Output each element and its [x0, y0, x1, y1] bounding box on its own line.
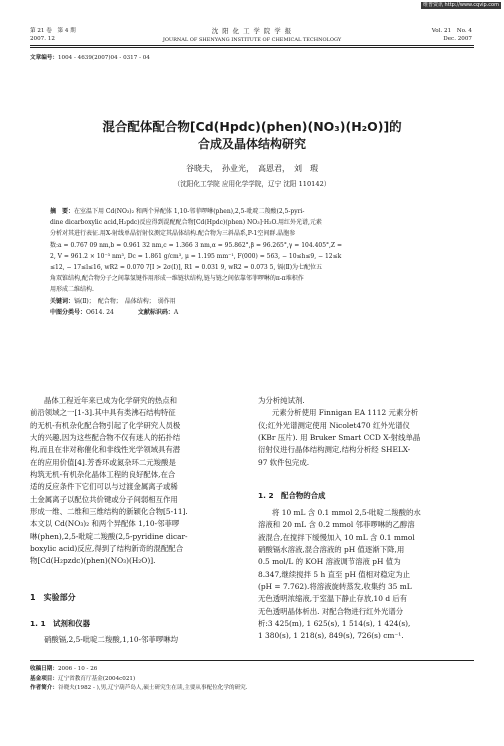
abstract-line: 2, V = 961.2 × 10⁻³ nm³, Dc = 1.861 g/cm³, μ = 1.195 mm⁻¹, F(000) = 563, − 10≤h≤9, − 12≤k [50, 252, 342, 260]
body-line: 大的兴趣,因为这些配合物不仅有迷人的拓扑结 [30, 433, 181, 443]
body-line: 啉(phen),2,5-吡啶二羧酸(2,5-pyridine dicar- [30, 531, 188, 541]
affiliation: （沈阳化工学院 应用化学学院，辽宁 沈阳 110142） [173, 180, 331, 188]
authors: 谷晓夫， 孙业光， 高恩君， 刘 瑕 [186, 164, 318, 173]
body-line: 衍射仪进行晶体结构测定,结构分析经 SHELX- [258, 445, 411, 455]
keywords-text: 镉(Ⅱ)； 配合物； 晶体结构； 弱作用 [74, 297, 176, 305]
article-number-value: 1004 - 4639(2007)04 - 0317 - 04 [57, 55, 150, 61]
abstract-line: 角双锥结构,配合物分子之间靠氢键作用形成一维链状结构,链与链之间依靠邻菲啰啉的π-π堆积作 [50, 275, 304, 283]
abstract-line: ≤12, − 17≤l≤16, wR2 = 0.070 7[I > 2σ(I)], R1 = 0.031 9, wR2 = 0.073 5, 镉(Ⅱ)为七配位五 [50, 264, 323, 272]
author-bio-text: 谷晓夫(1982 - ),男,辽宁葫芦岛人,硕士研究生在读,主要从事配位化学的研究. [57, 685, 248, 691]
body-line: 的无机-有机杂化配合物引起了化学研究人员极 [30, 420, 181, 430]
body-line: 液混合,在搅拌下缓慢加入 10 mL 含 0.1 mmol [258, 532, 415, 542]
body-line: 0.5 mol/L 的 KOH 溶液调节溶液 pH 值为 [258, 557, 401, 567]
author-bio-label: 作者简介： [30, 685, 58, 691]
fund-label: 基金项目： [30, 675, 58, 682]
abstract [50, 206, 460, 318]
body-line: 构,而且在非对称催化和非线性光学领域具有潜 [30, 445, 181, 455]
body-line: 前沿领域之一[1-3].其中具有类沸石结构特征 [30, 408, 176, 418]
clc-label: 中图分类号： [50, 308, 87, 316]
section-heading-1-2: 1. 2 配合物的合成 [258, 491, 326, 500]
section-1-1-text [30, 634, 243, 646]
left-column [30, 395, 243, 568]
footnote [30, 665, 248, 694]
body-line: 为分析纯试剂. [258, 396, 305, 405]
body-line: 1 380(s), 1 218(s), 849(s), 726(s) cm⁻¹. [258, 631, 404, 641]
body-line: 在的应用价值[4].芳香环或氮杂环二元羧酸是 [30, 457, 176, 467]
doc-code-label: 文献标识码： [137, 308, 174, 316]
section-heading-1-1: 1. 1 试剂和仪器 [30, 619, 91, 628]
volume-issue-right: Vol. 21 No. 4 [431, 28, 472, 34]
body-line: 无色透明晶体析出. 对配合物进行红外光谱分 [258, 606, 404, 616]
body-line: (pH = 7.762).将溶液旋转蒸发,收集约 35 mL [258, 582, 412, 592]
body-line: 元素分析使用 Finnigan EA 1112 元素分析 [272, 408, 419, 418]
journal-title-cn: 沈 阳 化 工 学 院 学 报 [211, 27, 293, 35]
date-left: 2007. 12 [30, 36, 55, 42]
body-line: 析:3 425(m), 1 625(s), 1 514(s), 1 424(s), [258, 619, 411, 629]
body-line: 硝酸镉,2,5-吡啶二羧酸,1,10-邻菲啰啉均 [44, 635, 178, 644]
body-line: 物[Cd(H₂pzdc)(phen)(NO₃)(H₂O)]. [30, 556, 156, 566]
clc-value: O614. 24 [86, 308, 114, 316]
right-column-top [258, 395, 474, 469]
abstract-line: 用形成二维结构. [50, 286, 94, 294]
article-number-label: 文章编号： [30, 55, 58, 61]
body-line: 本文以 Cd(NO₃)₂ 和两个异配体 1,10-邻菲啰 [30, 519, 180, 529]
body-line: 8.347,继续搅拌 5 h 直至 pH 值相对稳定为止 [258, 569, 410, 579]
body-line: 晶体工程近年来已成为化学研究的热点和 [44, 396, 178, 405]
article-number [30, 55, 150, 62]
body-line: 构筑无机-有机杂化晶体工程的良好配体,在合 [30, 470, 176, 480]
abstract-line: 在室温下用 Cd(NO₃)₂ 和两个异配体 1,10-邻菲啰啉(phen),2,5-吡啶二羧酸(2,5-pyri- [74, 208, 305, 215]
doc-code-value: A [173, 308, 179, 316]
received-label: 收稿日期： [30, 666, 58, 672]
section-heading-1: 1 实验部分 [30, 593, 76, 602]
right-column-bottom [258, 507, 474, 643]
volume-issue-left: 第 21 卷 第 4 期 [30, 28, 76, 34]
date-right: Dec. 2007 [443, 36, 472, 42]
abstract-line: 分析对其进行表征.用X-射线单晶衍射仪测定其晶体结构.配合物为三斜晶系,P-1空间群.晶胞参 [50, 230, 296, 238]
body-line: 将 10 mL 含 0.1 mmol 2,5-吡啶二羧酸的水 [272, 508, 421, 517]
body-line: 适的反应条件下它们可以与过渡金属离子或稀 [30, 482, 178, 492]
fund-text: 辽宁省教育厅基金(2004c021) [57, 675, 136, 682]
abstract-line: dine dicarboxylic acid,H₂pdc)反应得到混配配合物[Cd(Hpdc)(phen) NO₃]·H₂O.用红外光谱,元素 [50, 219, 322, 227]
paper-title-line1: 混合配体配合物[Cd(Hpdc)(phen)(NO₃)(H₂O)]的 [102, 119, 402, 134]
body-line: 形成一维、二维和三维结构的新颖化合物[5-11]. [30, 507, 188, 517]
header-rule-top [30, 45, 474, 46]
body-line: 土金属离子以配位共价键或分子间弱相互作用 [30, 494, 178, 504]
body-line: 溶液和 20 mL 含 0.2 mmol 邻菲啰啉的乙醇溶 [258, 520, 415, 530]
abstract-line: 数:a = 0.767 09 nm,b = 0.961 32 nm,c = 1.366 3 nm,α = 95.862°,β = 96.265°,γ = 104.405°,Z = [50, 241, 343, 249]
watermark: 维普资讯 http://www.cqvip.com [422, 2, 499, 8]
journal-title-en: JOURNAL OF SHENYANG INSTITUTE OF CHEMICAL TECHNOLOGY [162, 37, 342, 43]
body-line: 无色透明浓缩液,于室温下静止存放,10 d 后有 [258, 594, 408, 604]
header-rule-bottom [30, 47, 474, 48]
body-line: 97 软件包完成. [258, 457, 310, 467]
abstract-label: 摘 要： [50, 208, 75, 215]
body-line: 仪;红外光谱测定使用 Nicolet470 红外光谱仪 [258, 420, 410, 430]
body-line: boxylic acid)反应,得到了结构新奇的混配配合 [30, 544, 184, 554]
body-line: (KBr 压片). 用 Bruker Smart CCD X-射线单晶 [258, 433, 421, 443]
footnote-rule [30, 660, 474, 661]
received-date: 2006 - 10 - 26 [57, 666, 98, 672]
keywords-label: 关键词： [50, 297, 75, 305]
body-line: 硝酸镉水溶液,混合溶液的 pH 值逐渐下降,用 [258, 545, 405, 555]
paper-title-line2: 合成及晶体结构研究 [197, 137, 306, 151]
